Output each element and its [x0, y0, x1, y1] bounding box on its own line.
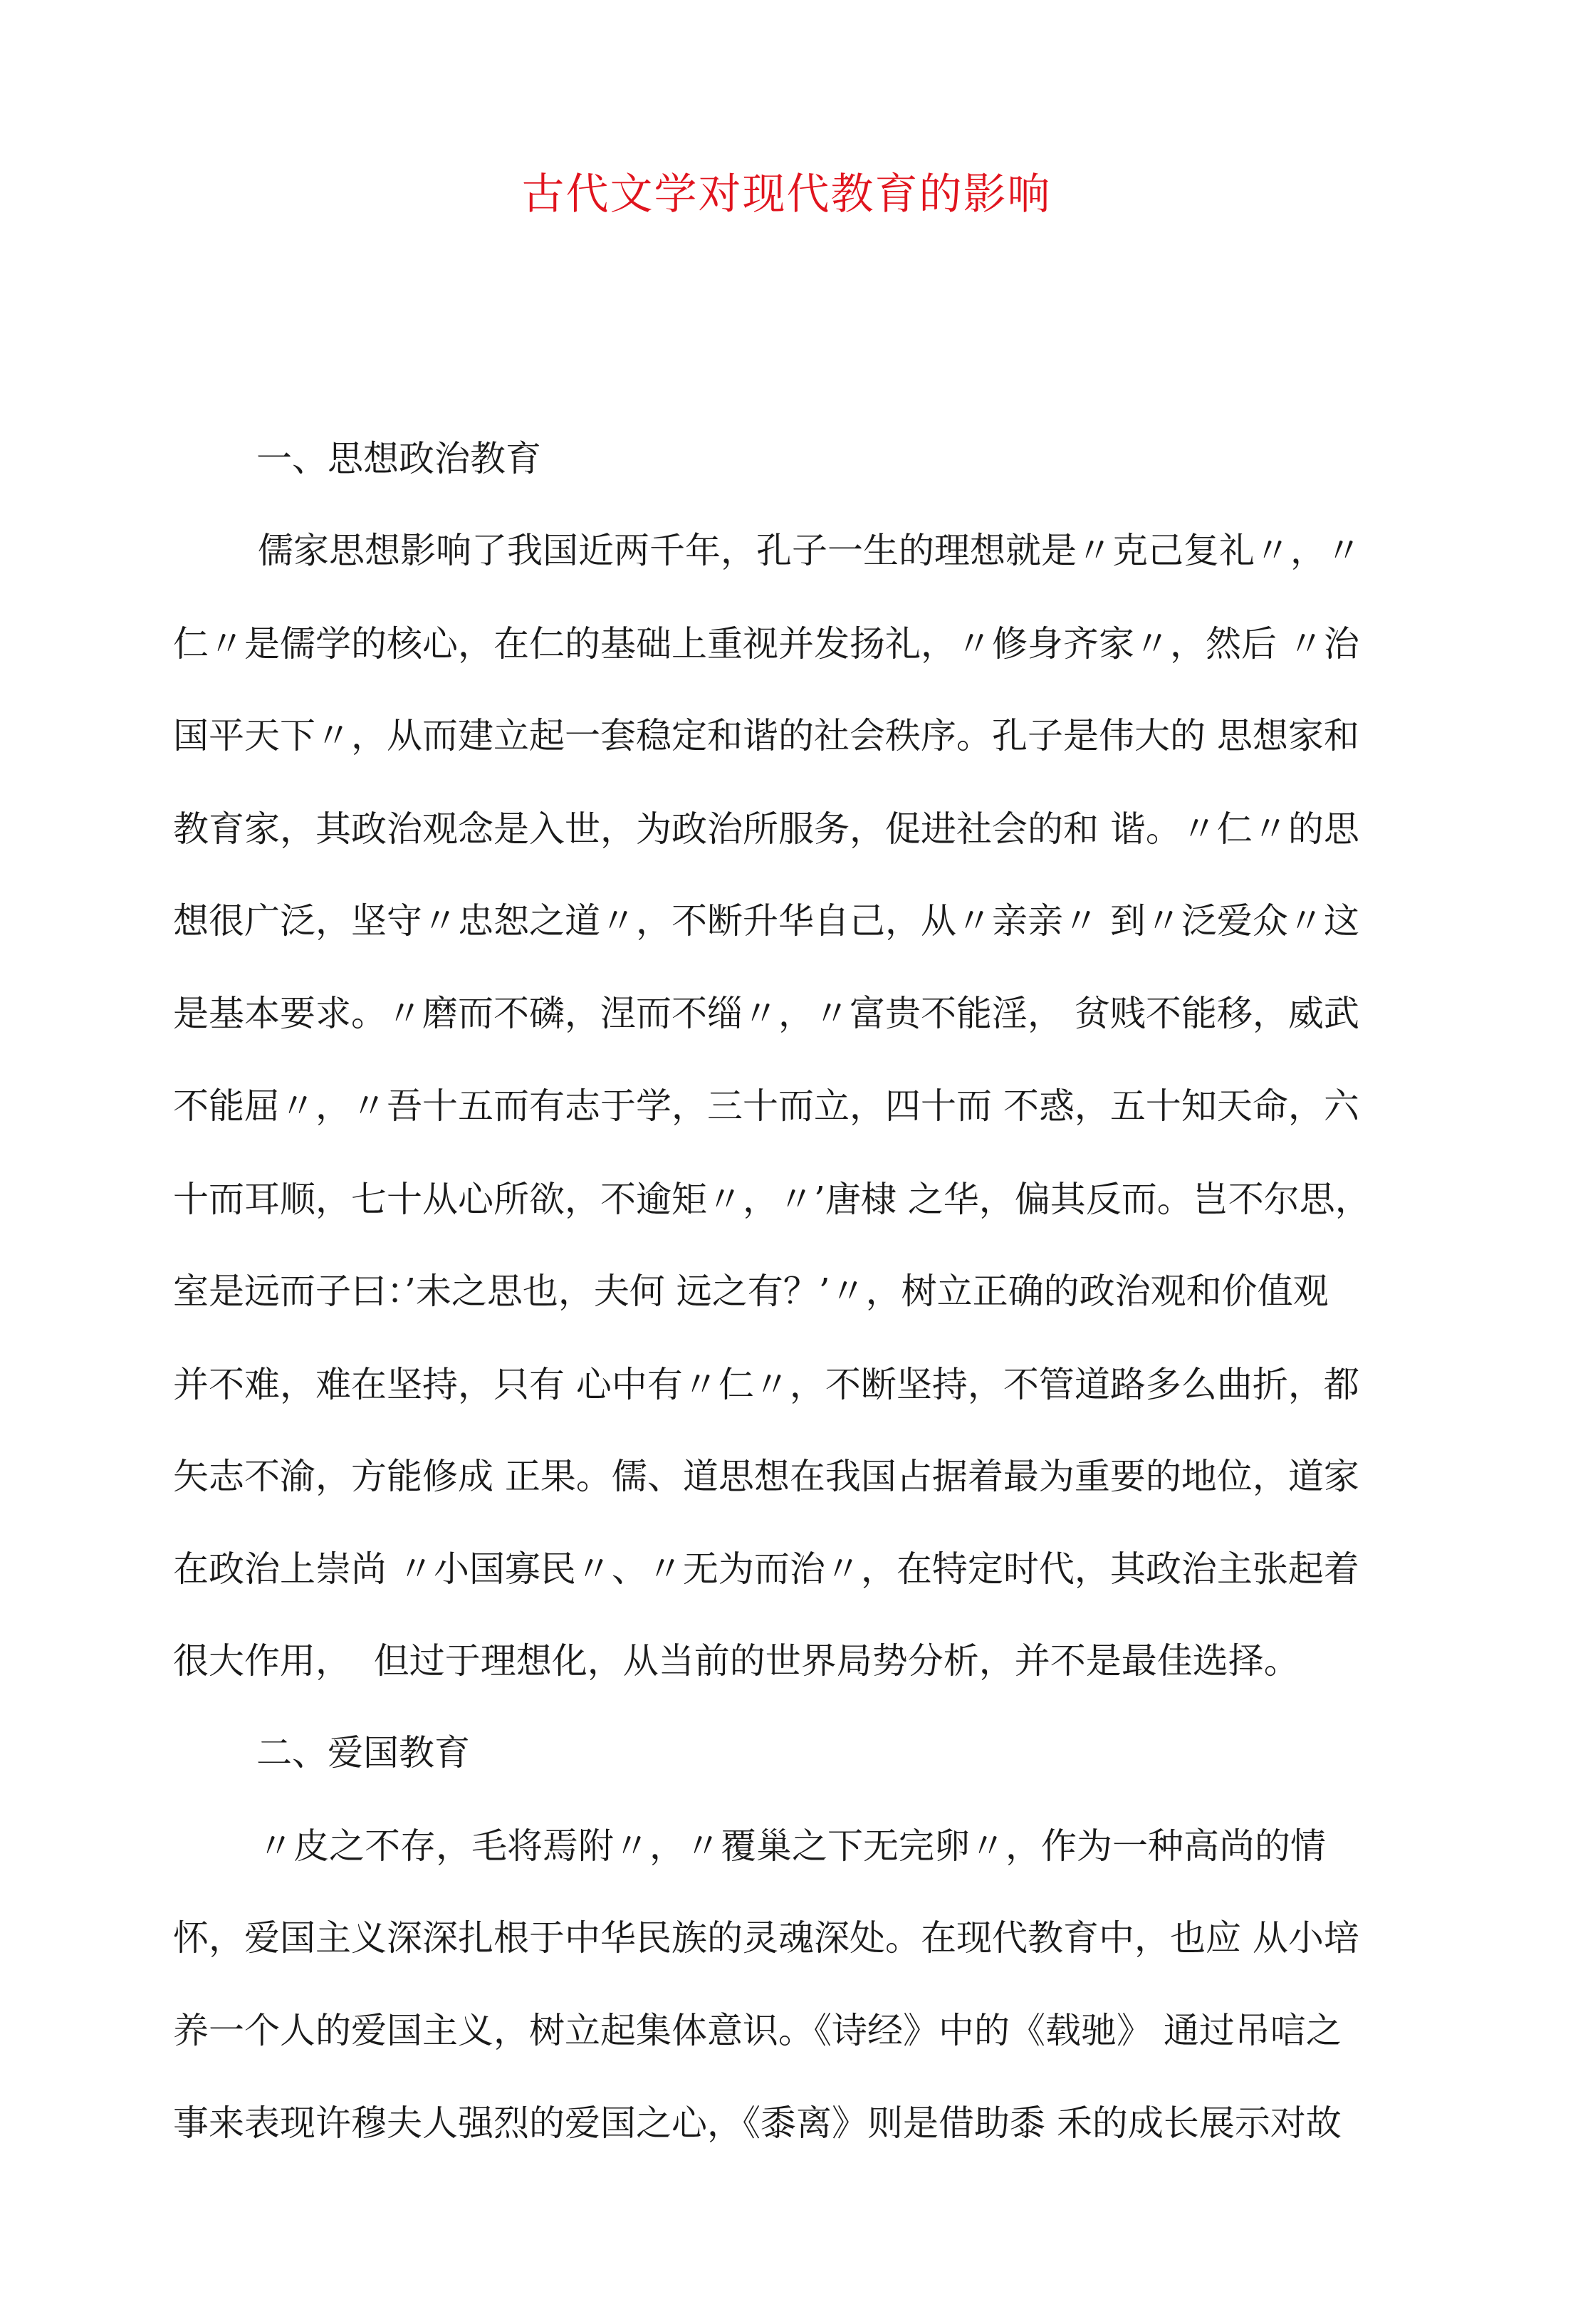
paragraph-line — [0, 522, 1573, 579]
section-heading-2 — [0, 1724, 1573, 1781]
paragraph-line — [0, 1818, 1573, 1875]
paragraph-line — [0, 1078, 1573, 1135]
line-text: 仁〃是儒学的核心，在仁的基础上重视并发扬礼，〃修身齐家〃，然后 〃治 — [173, 623, 1359, 665]
line-text: 儒家思想影响了我国近两千年，孔子一生的理想就是〃克己复礼〃，〃 — [258, 530, 1362, 571]
paragraph-line — [0, 707, 1573, 764]
paragraph-line — [0, 1448, 1573, 1505]
paragraph-line — [0, 1171, 1573, 1228]
line-text: 养一个人的爱国主义，树立起集体意识。《诗经》中的《载驰》 通过吊唁之 — [173, 2010, 1342, 2051]
line-text: 矢志不渝，方能修成 正果。儒、道思想在我国占据着最为重要的地位，道家 — [173, 1456, 1359, 1497]
line-text: 在政治上崇尚 〃小国寡民〃、〃无为而治〃，在特定时代，其政治主张起着 — [173, 1548, 1359, 1590]
paragraph-line — [0, 1632, 1573, 1689]
paragraph-line — [0, 892, 1573, 949]
heading-text: 一、思想政治教育 — [256, 438, 541, 479]
section-heading-1 — [0, 430, 1573, 487]
paragraph-line — [0, 985, 1573, 1042]
paragraph-line — [0, 2095, 1573, 2152]
paragraph-line — [0, 615, 1573, 672]
line-text: 〃皮之不存，毛将焉附〃，〃覆巢之下无完卵〃，作为一种高尚的情 — [258, 1825, 1326, 1867]
paragraph-line — [0, 801, 1573, 858]
paragraph-line — [0, 1263, 1573, 1320]
paragraph-line — [0, 1356, 1573, 1413]
paragraph-line — [0, 2002, 1573, 2059]
document-title: 古代文学对现代教育的影响 — [521, 170, 1052, 219]
line-text: 并不难，难在坚持，只有 心中有〃仁〃，不断坚持，不管道路多么曲折，都 — [173, 1364, 1359, 1405]
line-text: 国平天下〃，从而建立起一套稳定和谐的社会秩序。孔子是伟大的 思想家和 — [173, 715, 1359, 756]
line-text: 想很广泛，坚守〃忠恕之道〃，不断升华自己，从〃亲亲〃 到〃泛爱众〃这 — [173, 900, 1359, 942]
line-text: 不能屈〃，〃吾十五而有志于学，三十而立，四十而 不惑，五十知天命，六 — [173, 1085, 1359, 1127]
line-text: 十而耳顺，七十从心所欲，不逾矩〃，〃’唐棣 之华，偏其反而。岂不尔思， — [173, 1179, 1371, 1220]
paragraph-line — [0, 1541, 1573, 1598]
line-text: 怀，爱国主义深深扎根于中华民族的灵魂深处。在现代教育中，也应 从小培 — [173, 1917, 1359, 1959]
line-text: 教育家，其政治观念是入世，为政治所服务，促进社会的和 谐。〃仁〃的思 — [173, 808, 1359, 850]
line-text: 室是远而子曰：’未之思也，夫何 远之有？’〃，树立正确的政治观和价值观 — [173, 1271, 1329, 1312]
line-text: 是基本要求。〃磨而不磷，涅而不缁〃，〃富贵不能淫， 贫贱不能移，威武 — [173, 993, 1359, 1034]
paragraph-line — [0, 1909, 1573, 1966]
heading-text: 二、爱国教育 — [256, 1732, 470, 1773]
line-text: 很大作用， 但过于理想化，从当前的世界局势分析，并不是最佳选择。 — [173, 1640, 1300, 1682]
line-text: 事来表现许穆夫人强烈的爱国之心，《黍离》则是借助黍 禾的成长展示对故 — [173, 2102, 1342, 2144]
